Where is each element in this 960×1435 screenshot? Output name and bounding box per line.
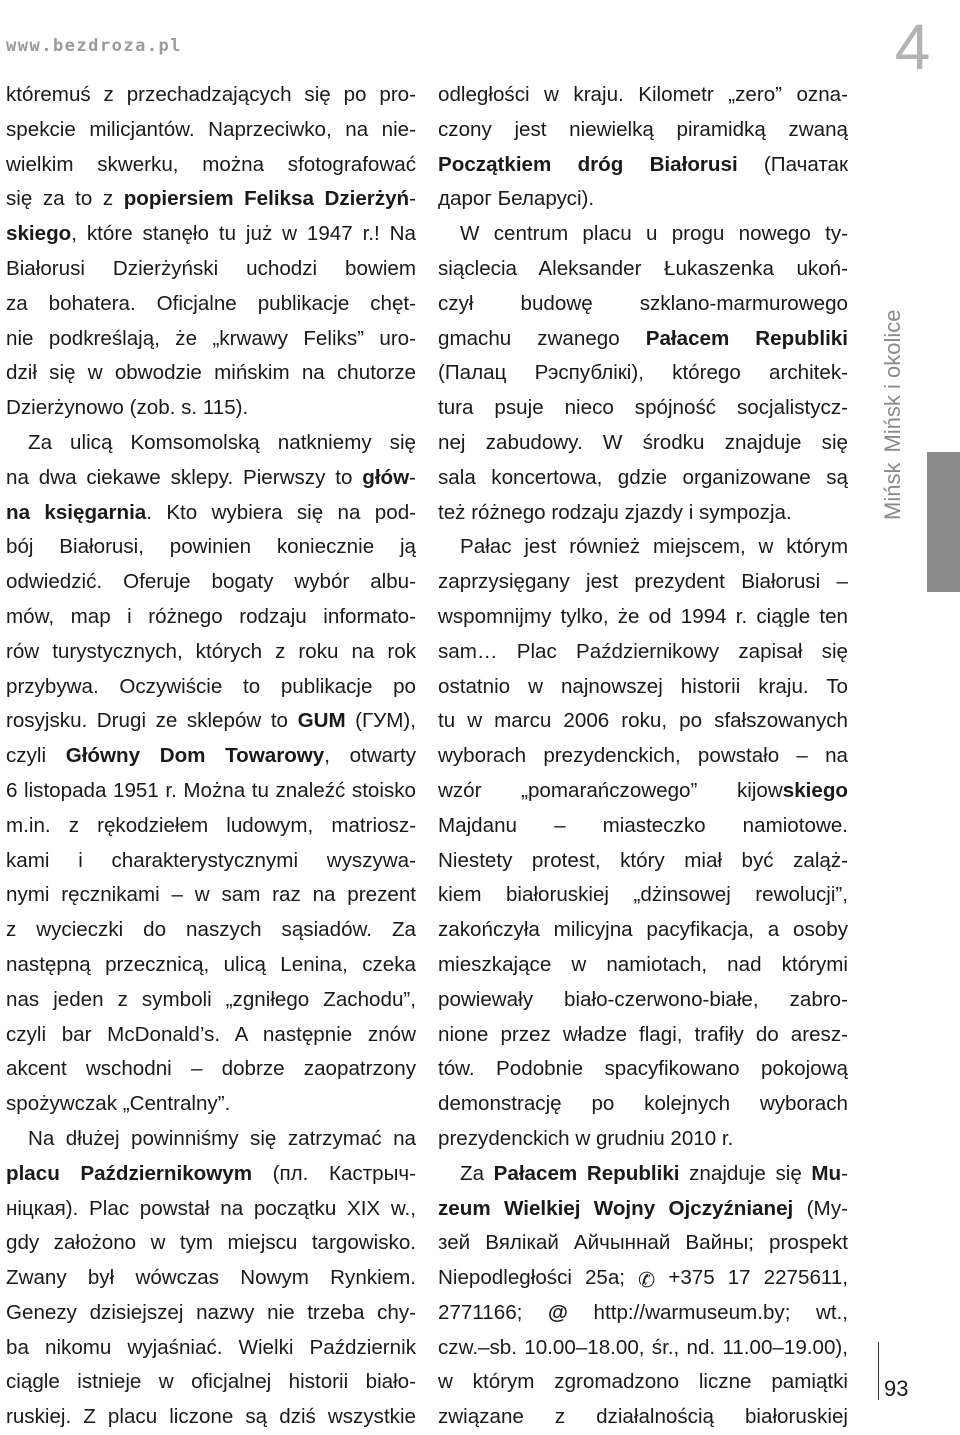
page-number-rule [878,1342,879,1400]
text-line: siąclecia Aleksander Łukaszenka ukoń- [438,256,848,280]
text-line: ніцкая). Plac powstał na początku XIX w., [6,1196,416,1220]
text-line: tu w marcu 2006 roku, po sfałszowanych [438,709,848,733]
text-line: za bohatera. Oficjalne publikacje chęt- [6,291,416,315]
text-line: demonstrację po kolejnych wyborach [438,1092,848,1116]
text-line: Majdanu – miasteczko namiotowe. [438,813,848,837]
text-line: czył budowę szklano-marmurowego [438,291,848,315]
text-line: nas jeden z symboli „zgniłego Zachodu”, [6,987,416,1011]
text-line: następną przecznicą, ulicą Lenina, czeka [6,952,416,976]
text-line: ruskiej. Z placu liczone są dziś wszystkie [6,1405,416,1429]
text-line: Niepodległości 25a; ✆ +375 17 2275611, [438,1261,848,1296]
section-title: Mińsk [880,462,905,520]
text-line: związane z działalnością białoruskiej [438,1405,848,1429]
text-line: 2771166; @ http://warmuseum.by; wt., [438,1300,848,1324]
text-line: dził się w obwodzie mińskim na chutorze [6,361,416,385]
text-line: zakończyła milicyjna pacyfikacja, a osoby [438,918,848,942]
text-line: Za ulicą Komsomolską natkniemy się [28,430,416,454]
site-url[interactable]: www.bezdroza.pl [6,36,183,56]
text-line: gdy założono w tym miejscu targowisko. [6,1231,416,1255]
text-line: mieszkające w namiotach, nad którymi [438,952,848,976]
text-line: ostatnio w najnowszej historii kraju. To [438,674,848,698]
text-line: gmachu zwanego Pałacem Republiki [438,326,848,350]
text-line: nie podkreślają, że „krwawy Feliks” uro- [6,326,416,350]
text-line: czony jest niewielką piramidką zwaną [438,117,848,141]
text-line: spożywczak „Centralny”. [6,1092,231,1116]
text-line: nej zabudowy. W środku znajduje się [438,430,848,454]
text-line: odległości w kraju. Kilometr „zero” ozna- [438,83,848,106]
left-text-column [6,78,416,1435]
text-line: wyborach prezydenckich, powstało – na [438,744,848,768]
text-line: z wycieczki do naszych sąsiadów. Za [6,918,416,942]
text-line: зей Вялікай Айчыннай Вайны; prospekt [438,1231,848,1255]
text-line: wspomnijmy tylko, że od 1994 r. ciągle ten [438,604,848,628]
text-line: kiem białoruskiej „dżinsowej rewolucji”, [438,883,848,907]
text-line: ciągle istnieje w oficjalnej historii biało- [6,1370,416,1394]
text-line: Zwany był wówczas Nowym Rynkiem. [6,1266,416,1290]
text-line: sala koncertowa, gdzie organizowane są [438,465,848,489]
section-subtitle: Mińsk i okolice [880,309,905,453]
text-line: 6 listopada 1951 r. Można tu znaleźć stoisko [6,778,416,802]
text-line: rów turystycznych, których z roku na rok [6,639,416,663]
text-line: czyli bar McDonald’s. A następnie znów [6,1022,416,1046]
text-line: bój Białorusi, powinien koniecznie ją [6,535,416,559]
text-line: akcent wschodni – dobrze zaopatrzony [6,1057,416,1081]
text-line: skiego, które stanęło tu już w 1947 r.! Na [6,222,416,246]
text-line: kami i charakterystycznymi wyszywa- [6,848,416,872]
page-number: 93 [884,1376,909,1401]
chapter-number: 4 [894,11,931,83]
text-line: Niestety protest, który miał być zaląż- [438,848,848,872]
text-line: placu Październikowym (пл. Кастрыч- [6,1161,416,1185]
text-line: mów, map i różnego rodzaju informato- [6,604,416,628]
section-tab-marker [927,452,960,592]
text-line: Pałac jest również miejscem, w którym [460,535,848,559]
text-line: sam… Plac Październikowy zapisał się [438,639,848,663]
text-line: czw.–sb. 10.00–18.00, śr., nd. 11.00–19.00), [438,1335,848,1359]
text-line: ba nikomu wyjaśniać. Wielki Październik [6,1335,416,1359]
phone-icon: ✆ [638,1269,656,1293]
text-line: Za Pałacem Republiki znajduje się Mu- [460,1161,848,1185]
text-line: któremuś z przechadzających się po pro- [6,83,416,106]
text-line: wielkim skwerku, można sfotografować [6,152,416,176]
text-line: prezydenckich w grudniu 2010 r. [438,1126,734,1150]
text-line: Na dłużej powinniśmy się zatrzymać na [28,1126,416,1150]
text-line: Dzierżynowo (zob. s. 115). [6,396,249,420]
text-line: rosyjsku. Drugi ze sklepów to GUM (ГУМ), [6,709,416,733]
text-line: nymi ręcznikami – w sam raz na prezent [6,883,416,907]
right-text-column [438,78,848,1435]
text-line: powiewały biało-czerwono-białe, zabro- [438,987,848,1011]
text-line: czyli Główny Dom Towarowy, otwarty [6,744,416,768]
text-line: Początkiem dróg Białorusi (Пачатак [438,152,848,176]
text-line: tura psuje nieco spójność socjalistycz- [438,396,848,420]
text-line: nione przez władze flagi, trafiły do aresz- [438,1022,848,1046]
text-line: Białorusi Dzierżyński uchodzi bowiem [6,256,416,280]
text-line: spekcie milicjantów. Naprzeciwko, na nie- [6,117,416,141]
text-line: Genezy dzisiejszej nazwy nie trzeba chy- [6,1300,416,1324]
text-line: W centrum placu u progu nowego ty- [460,222,848,246]
chapter-sidebar [875,0,960,1420]
text-line: zeum Wielkiej Wojny Ojczyźnianej (Му- [438,1196,848,1220]
text-line: дарог Беларусі). [438,187,595,211]
text-line: na dwa ciekawe sklepy. Pierwszy to głów- [6,465,416,489]
chapter-box [875,0,960,118]
text-line: się za to z popiersiem Feliksa Dzierżyń- [6,187,416,211]
text-line: zaprzysięgany jest prezydent Białorusi – [438,570,848,594]
text-line: przybywa. Oczywiście to publikacje po [6,674,416,698]
text-line: też różnego rodzaju zjazdy i sympozja. [438,500,792,524]
section-label [880,310,906,521]
text-line: w którym zgromadzono liczne pamiątki [438,1370,848,1394]
text-line: odwiedzić. Oferuje bogaty wybór albu- [6,570,416,594]
text-line: m.in. z rękodziełem ludowym, matriosz- [6,813,416,837]
text-line: na księgarnia. Kto wybiera się na pod- [6,500,416,524]
at-icon: @ [547,1300,569,1324]
text-line: tów. Podobnie spacyfikowano pokojową [438,1057,848,1081]
text-line: wzór „pomarańczowego” kijowskiego [438,778,848,802]
text-line: (Палац Рэспублікі), którego architek- [438,361,848,385]
